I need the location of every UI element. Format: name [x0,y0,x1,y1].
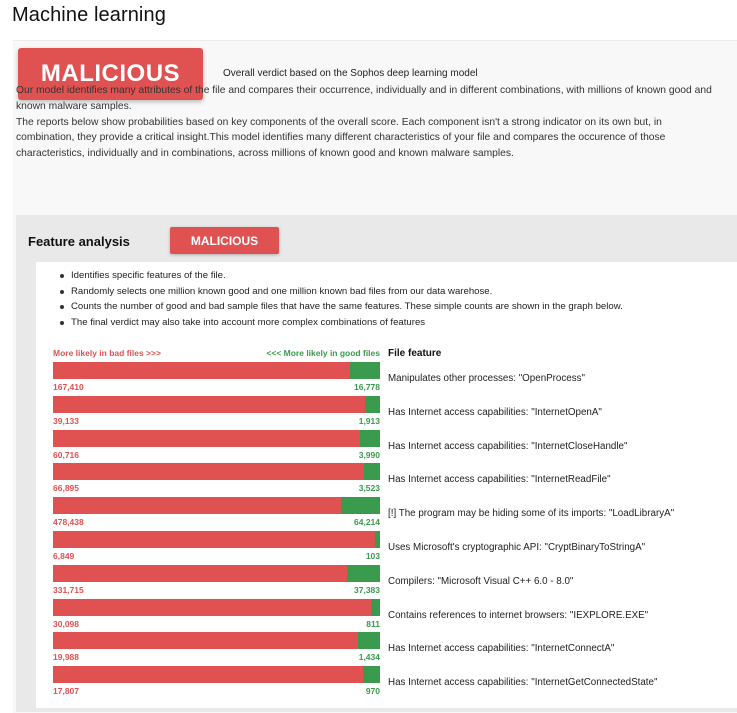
feature-row [0,497,737,531]
good-count: 970 [365,686,380,697]
bad-good-ratio-bar [53,565,380,582]
good-files-header: <<< More likely in good files [266,348,380,358]
feature-row [0,632,737,666]
feature-row [0,362,737,396]
page-title: Machine learning [12,4,166,26]
good-count: 1,913 [358,415,380,426]
model-description [16,83,721,162]
feature-label: Manipulates other processes: "OpenProcess" [388,373,586,384]
good-count: 3,523 [358,483,380,494]
good-portion [350,362,380,379]
good-portion [358,632,380,649]
good-portion [364,463,380,480]
bad-good-ratio-bar [53,531,380,548]
good-portion [341,497,380,514]
bad-count: 478,438 [53,517,84,528]
bad-count: 167,410 [53,382,84,392]
verdict-caption: Overall verdict based on the Sophos deep learning model [223,68,478,79]
bad-count: 331,715 [53,584,84,595]
feature-verdict-badge: MALICIOUS [170,227,279,254]
bad-good-ratio-bar [53,666,380,683]
bad-good-ratio-bar [53,430,380,447]
good-portion [365,396,380,413]
good-count: 3,990 [358,449,380,460]
good-portion [347,565,380,582]
bad-count: 60,716 [53,449,79,460]
feature-row [0,599,737,633]
good-portion [371,599,380,616]
feature-row [0,430,737,464]
good-count: 37,383 [354,584,380,595]
feature-label: Has Internet access capabilities: "InternetGetConnectedState" [388,677,658,689]
good-count: 16,778 [354,382,380,392]
feature-label: Compilers: "Microsoft Visual C++ 6.0 - 8.0" [388,575,574,587]
feature-row [0,531,737,565]
feature-analysis-title: Feature analysis [28,234,130,249]
bad-count: 19,988 [53,652,79,663]
bad-count: 66,895 [53,483,79,494]
good-count: 103 [365,551,380,561]
feature-label: Contains references to internet browsers: "IEXPLORE.EXE" [388,609,649,621]
bad-good-ratio-bar [53,396,380,413]
bad-good-ratio-bar [53,362,380,379]
good-portion [360,430,380,447]
bad-good-ratio-bar [53,632,380,649]
feature-row [0,396,737,430]
feature-label: [!] The program may be hiding some of its imports: "LoadLibraryA" [388,508,675,520]
bullet-item: Identifies specific features of the file. [57,268,623,284]
bad-count: 30,098 [53,618,79,629]
good-portion [363,666,380,683]
bad-count: 39,133 [53,415,79,426]
verdict-badge: MALICIOUS [18,48,203,100]
feature-label: Has Internet access capabilities: "InternetConnectA" [388,643,615,655]
bullet-item: Randomly selects one million known good and one million known bad files from our data warehose. [57,284,623,300]
feature-row [0,666,737,700]
bad-good-ratio-bar [53,463,380,480]
feature-analysis-bullets [57,268,623,330]
feature-row [0,565,737,599]
good-count: 811 [366,618,380,629]
bad-count: 17,807 [53,686,79,697]
description-paragraph: Our model identifies many attributes of the file and compares their occurrence, individually and in different combinations, with millions of known good and known malware samples. [16,85,712,112]
bad-count: 6,849 [53,551,75,561]
good-count: 1,434 [358,652,380,663]
bad-good-ratio-bar [53,497,380,514]
bullet-item: Counts the number of good and bad sample files that have the same features. These simple counts are shown in the graph below. [57,299,623,315]
description-paragraph: The reports below show probabilities based on key components of the overall score. Each component isn't a strong indicator on its own but, in combination, they provide a critical insight.This model identifies many different characteristics of your file and compares the occurence of those characteristics, individually and in combinations, across millions of known good and known malware samples. [16,116,666,160]
bullet-item: The final verdict may also take into account more complex combinations of features [57,315,623,331]
bad-files-header: More likely in bad files >>> [53,348,161,358]
feature-label: Has Internet access capabilities: "InternetOpenA" [388,406,602,418]
feature-label: Has Internet access capabilities: "InternetCloseHandle" [388,440,628,452]
good-count: 64,214 [354,517,380,528]
file-feature-header: File feature [388,348,442,359]
good-portion [375,531,380,548]
bad-good-ratio-bar [53,599,380,616]
feature-row [0,463,737,497]
feature-label: Uses Microsoft's cryptographic API: "CryptBinaryToStringA" [388,542,646,553]
feature-label: Has Internet access capabilities: "InternetReadFile" [388,474,611,486]
